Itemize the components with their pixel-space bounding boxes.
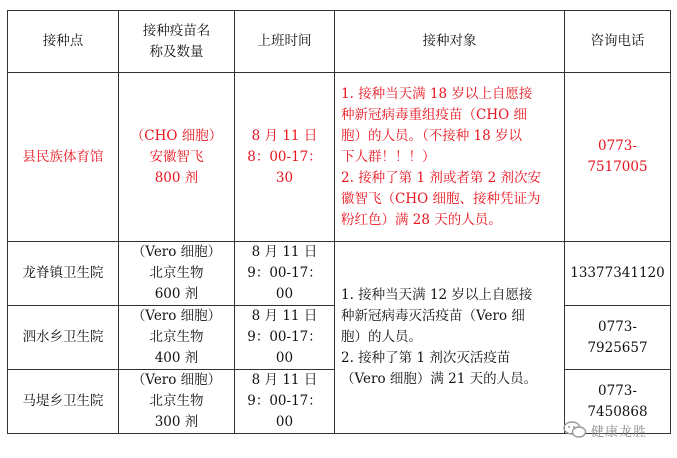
vaccine-maker: 安徽智飞 [149, 148, 204, 165]
phone-cell: 0773-7925657 [565, 306, 671, 370]
hours-date: 8 月 11 日 [251, 244, 318, 260]
hours-time-end: 00 [275, 414, 294, 430]
hours-time-end: 00 [275, 286, 294, 302]
hours-time: 8：00-17： [247, 148, 322, 165]
target-line: 种新冠病毒灭活疫苗（Vero 细 [341, 308, 525, 324]
target-cell-shared [335, 242, 565, 434]
vaccine-cell [119, 242, 235, 306]
table-row [8, 242, 671, 306]
hours-time: 9：00-17： [247, 265, 322, 281]
header-target: 接种对象 [335, 11, 565, 73]
wechat-icon [563, 421, 587, 439]
vaccine-type: （Vero 细胞） [131, 372, 222, 388]
hours-time-end: 30 [275, 169, 294, 186]
hours-cell [235, 73, 335, 242]
target-line: 2. 接种了第 1 剂次灭活疫苗 [341, 350, 511, 366]
target-line: 种新冠病毒重组疫苗（CHO 细 [341, 106, 527, 123]
site-cell: 县民族体育馆 [8, 73, 119, 242]
header-vaccine [119, 11, 235, 73]
hours-time-end: 00 [275, 350, 294, 366]
watermark [563, 419, 673, 441]
target-line: 1. 接种当天满 12 岁以上自愿接 [341, 287, 533, 303]
vaccine-quantity: 800 剂 [154, 169, 199, 186]
target-line: 2. 接种了第 1 剂或者第 2 剂次安 [341, 169, 542, 186]
header-row [8, 11, 671, 73]
header-vaccine-line1: 接种疫苗名 [142, 22, 211, 39]
header-vaccine-line2: 称及数量 [149, 43, 204, 60]
hours-date: 8 月 11 日 [251, 308, 318, 324]
target-cell [335, 73, 565, 242]
target-line: （Vero 细胞）满 21 天的人员。 [341, 371, 538, 387]
site-cell: 泗水乡卫生院 [8, 306, 119, 370]
phone-cell: 13377341120 [565, 242, 671, 306]
header-hours: 上班时间 [235, 11, 335, 73]
vaccine-type: （Vero 细胞） [131, 244, 222, 260]
vaccine-quantity: 300 剂 [154, 414, 199, 430]
target-line: 胞）的人员。（不接种 18 岁以 [341, 127, 523, 144]
vaccine-quantity: 400 剂 [154, 350, 199, 366]
header-site: 接种点 [8, 11, 119, 73]
target-line: 胞）的人员。 [341, 329, 422, 345]
target-line: 徽智飞（CHO 细胞、接种凭证为 [341, 190, 541, 207]
vaccine-maker: 北京生物 [149, 265, 204, 281]
hours-date: 8 月 11 日 [251, 372, 318, 388]
vaccine-cell [119, 73, 235, 242]
vaccine-maker: 北京生物 [149, 329, 204, 345]
target-line: 粉红色）满 28 天的人员。 [341, 211, 502, 228]
watermark-text: 健康龙胜 [591, 425, 648, 440]
target-line: 下人群！！！） [341, 148, 436, 165]
site-cell: 龙脊镇卫生院 [8, 242, 119, 306]
hours-time: 9：00-17： [247, 393, 322, 409]
hours-cell [235, 306, 335, 370]
vaccination-schedule-table [7, 10, 671, 434]
header-phone: 咨询电话 [565, 11, 671, 73]
target-line: 1. 接种当天满 18 岁以上自愿接 [341, 85, 533, 102]
vaccine-cell [119, 370, 235, 434]
hours-cell [235, 370, 335, 434]
hours-cell [235, 242, 335, 306]
vaccine-cell [119, 306, 235, 370]
phone-cell: 0773-7450868 [565, 370, 671, 434]
vaccine-type: （Vero 细胞） [131, 308, 222, 324]
hours-date: 8 月 11 日 [251, 127, 318, 144]
table-row [8, 73, 671, 242]
site-cell: 马堤乡卫生院 [8, 370, 119, 434]
vaccine-type: （CHO 细胞） [130, 127, 223, 144]
vaccine-quantity: 600 剂 [154, 286, 199, 302]
phone-cell: 0773-7517005 [565, 73, 671, 242]
vaccine-maker: 北京生物 [149, 393, 204, 409]
hours-time: 9：00-17： [247, 329, 322, 345]
